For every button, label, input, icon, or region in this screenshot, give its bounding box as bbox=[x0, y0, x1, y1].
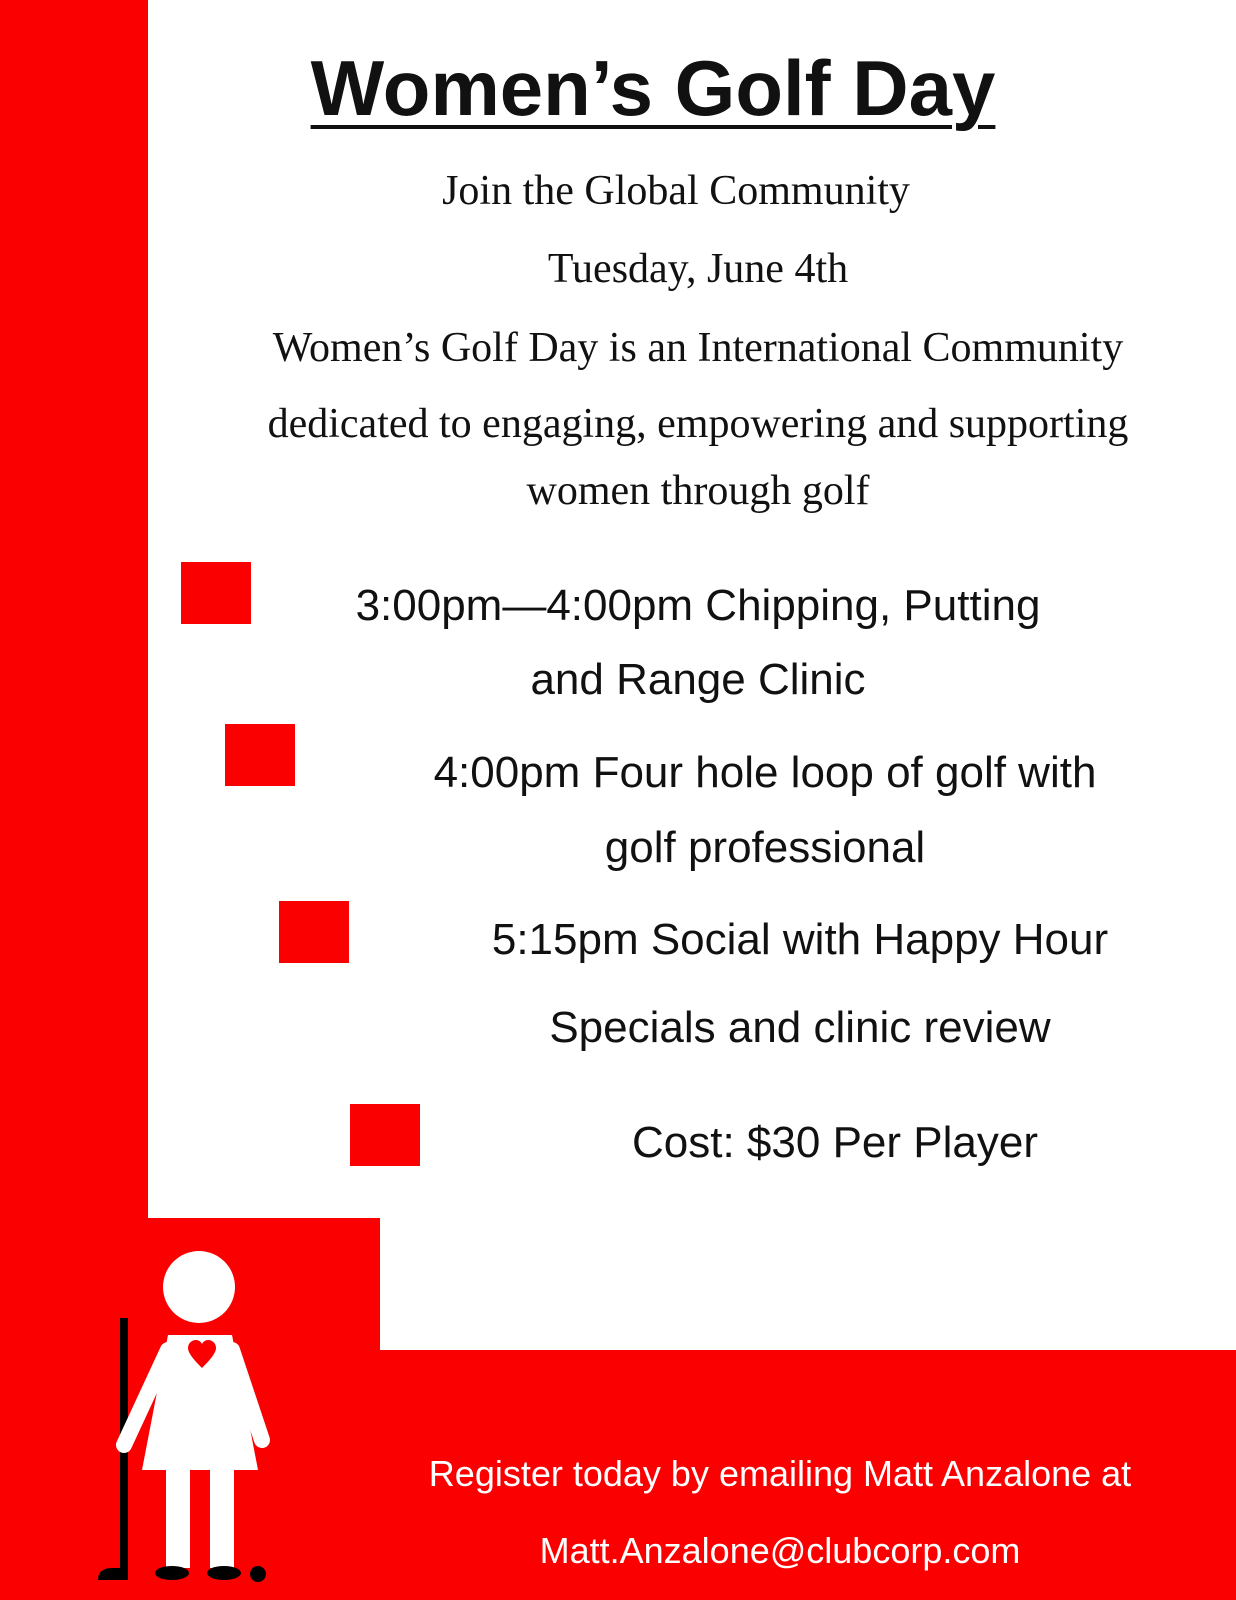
schedule-item-1-line-2: and Range Clinic bbox=[530, 655, 866, 704]
event-date: Tuesday, June 4th bbox=[547, 246, 849, 292]
contact-email[interactable]: Matt.Anzalone@clubcorp.com bbox=[539, 1530, 1021, 1571]
schedule-item-1-line-1: 3:00pm—4:00pm Chipping, Putting bbox=[355, 581, 1041, 630]
page-title: Women’s Golf Day bbox=[310, 44, 996, 132]
description-line-3: women through golf bbox=[526, 468, 870, 514]
register-text: Register today by emailing Matt Anzalone at bbox=[428, 1453, 1132, 1494]
subtitle: Join the Global Community bbox=[442, 168, 910, 214]
cost-line: Cost: $30 Per Player bbox=[632, 1118, 1038, 1167]
schedule-item-3-line-1: 5:15pm Social with Happy Hour bbox=[491, 915, 1109, 964]
schedule-item-2-line-2: golf professional bbox=[604, 823, 926, 872]
description-line-2: dedicated to engaging, empowering and supporting bbox=[267, 401, 1129, 447]
description-line-1: Women’s Golf Day is an International Community bbox=[272, 325, 1124, 371]
schedule-item-3-line-2: Specials and clinic review bbox=[549, 1003, 1051, 1052]
schedule-item-2-line-1: 4:00pm Four hole loop of golf with bbox=[433, 748, 1097, 797]
